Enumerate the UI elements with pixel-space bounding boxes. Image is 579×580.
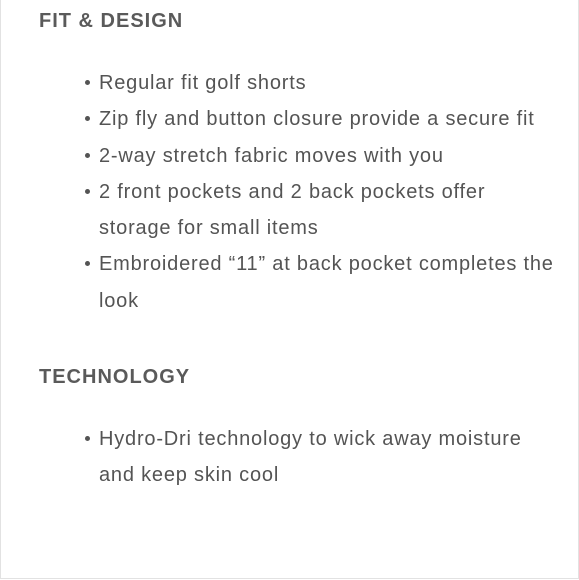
product-details-content [39, 6, 559, 494]
list-item-text: Regular fit golf shorts [99, 72, 307, 94]
list-item [39, 174, 559, 247]
list-item [39, 65, 559, 101]
list-item-text: Zip fly and button closure provide a secure fit [99, 108, 535, 131]
list-item [39, 246, 559, 319]
bullet-icon [85, 436, 90, 441]
section-title-fit-design: FIT & DESIGN [39, 10, 184, 32]
bullet-icon [85, 189, 90, 194]
list-item-text: Hydro-Dri technology to wick away moisture and keep skin cool [99, 428, 522, 487]
bullet-icon [85, 80, 90, 85]
list-item [39, 101, 559, 137]
list-item-text: 2-way stretch fabric moves with you [99, 144, 444, 167]
bullet-icon [85, 153, 90, 158]
list-item [39, 421, 559, 494]
section-title-technology: TECHNOLOGY [39, 366, 191, 389]
technology-list [39, 421, 559, 494]
list-item-text: Embroidered “11” at back pocket completes the look [99, 253, 554, 312]
bullet-icon [85, 261, 90, 266]
fit-design-list [39, 65, 559, 319]
list-item [39, 138, 559, 174]
bullet-icon [85, 116, 90, 121]
list-item-text: 2 front pockets and 2 back pockets offer storage for small items [99, 180, 486, 240]
